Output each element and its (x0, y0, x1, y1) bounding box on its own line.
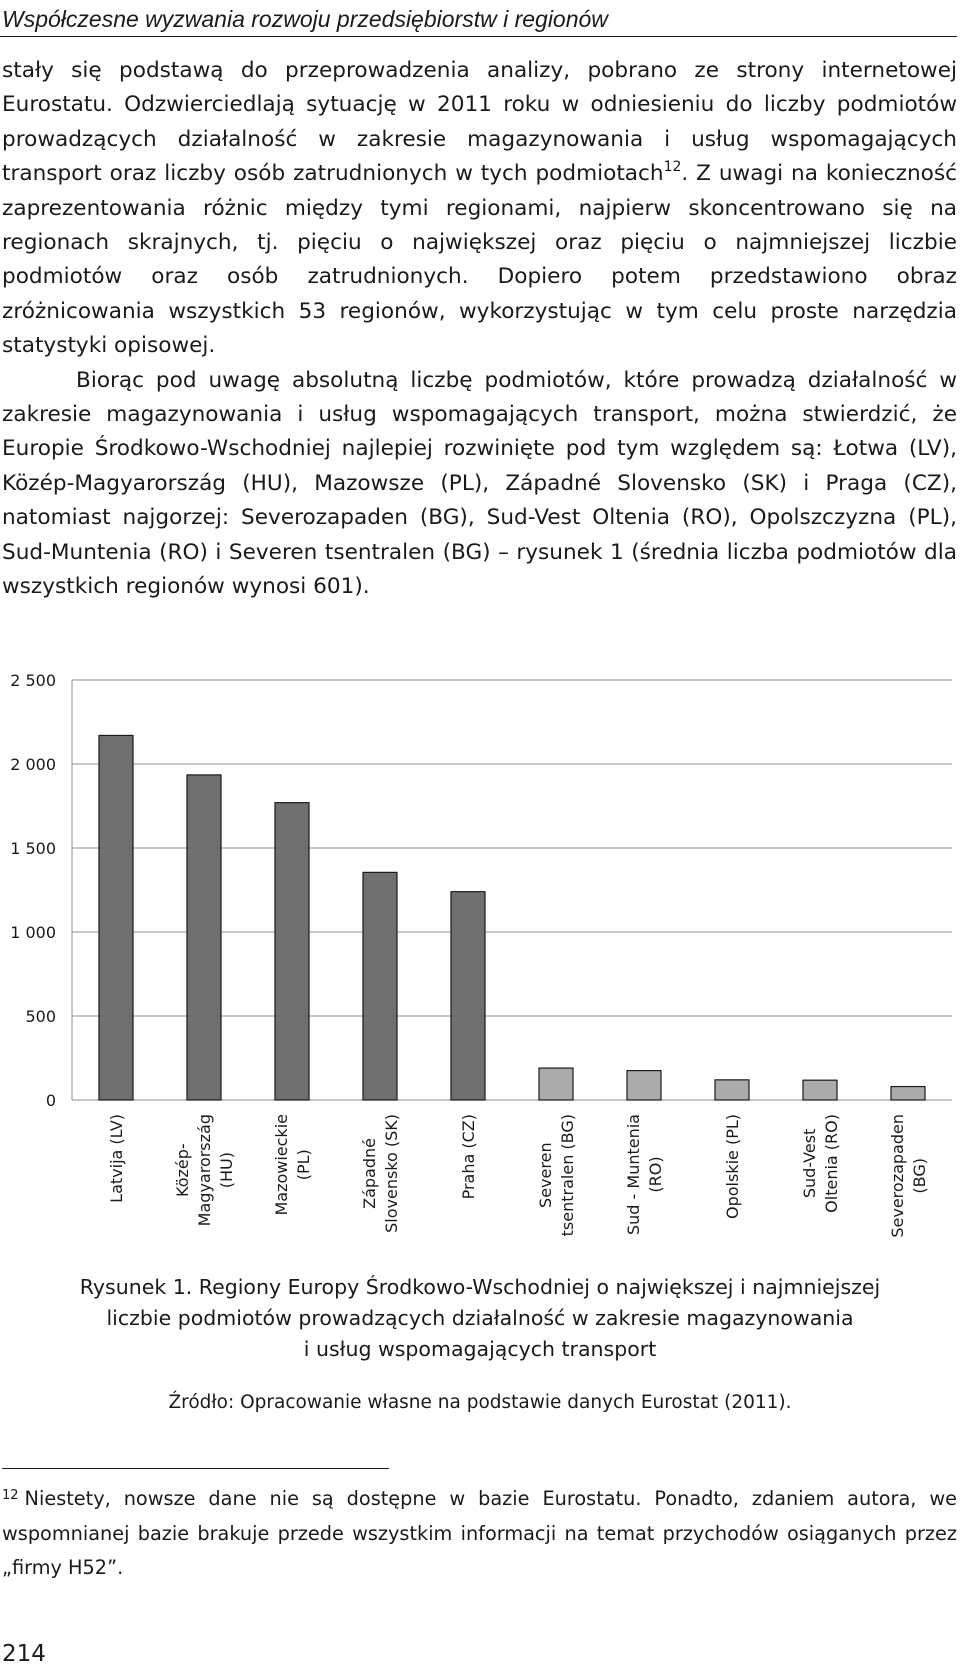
x-tick-label-line: Opolskie (PL) (723, 1114, 742, 1220)
x-tick-label-line: Severen (536, 1142, 555, 1208)
x-tick-label-line: Közép- (173, 1143, 192, 1197)
figure-source: Źródło: Opracowanie własne na podstawie danych Eurostat (2011). (168, 1392, 792, 1413)
bar (363, 872, 397, 1100)
y-tick-label: 2 000 (10, 755, 56, 774)
y-tick-label: 1 500 (10, 839, 56, 858)
x-tick-label-line: (HU) (217, 1152, 236, 1189)
bar-chart-svg (0, 670, 960, 1280)
caption-line-2: liczbie podmiotów prowadzących działalność w zakresie magazynowania (106, 1306, 854, 1330)
y-tick-label: 500 (25, 1007, 56, 1026)
x-tick-label (723, 1114, 742, 1219)
bar (627, 1071, 661, 1100)
body-text (2, 54, 957, 605)
bar (187, 775, 221, 1100)
x-tick-label-line: (PL) (294, 1149, 313, 1181)
bar (451, 892, 485, 1100)
page-number: 214 (2, 1641, 46, 1667)
x-tick-label-line: Magyarország (195, 1114, 214, 1227)
bar (275, 803, 309, 1100)
caption-line-1: Rysunek 1. Regiony Europy Środkowo-Wschodniej o największej i najmniejszej (79, 1275, 881, 1299)
bar (891, 1087, 925, 1100)
x-tick-label (107, 1114, 126, 1203)
x-tick-label-line: Severozapaden (888, 1114, 907, 1238)
caption-line-3: i usług wspomagających transport (303, 1337, 657, 1361)
x-tick-label (888, 1114, 929, 1238)
paragraph-1-part-1: stały się podstawą do przeprowadzenia analizy, pobrano ze strony internetowej Eurostatu. Odzwierciedlają sytuację w 2011 roku w odniesieniu do liczby podmiotów prowadzących działalność w zakresie magazynowania i usług wspomagających transport oraz liczby osób zatrudnionych w tych podmiotach (2, 58, 957, 187)
x-tick-label (459, 1114, 478, 1199)
x-tick-label-line: (BG) (910, 1158, 929, 1194)
footnote-text: Niestety, nowsze dane nie są dostępne w bazie Eurostatu. Ponadto, zdaniem autora, we wspomnianej bazie brakuje przede wszystkim informacji na temat przychodów osiąganych przez „firmy H52”. (2, 1487, 957, 1579)
y-tick-label: 1 000 (10, 923, 56, 942)
x-tick-label-line: Sud-Vest (800, 1128, 819, 1199)
paragraph-1-part-2: . Z uwagi na konieczność zaprezentowania różnic między tymi regionami, najpierw skoncentrowano się na regionach skrajnych, tj. pięciu o największej oraz pięciu o najmniejszej liczbie podmiotów oraz osób zatrudnionych. Dopiero potem przedstawiono obraz zróżnicowania wszystkich 53 regionów, wykorzystując w tym celu proste narzędzia statystyki opisowej. (2, 161, 958, 359)
x-tick-label-line: Latvija (LV) (107, 1114, 126, 1203)
header-rule (0, 36, 957, 37)
x-tick-label (272, 1114, 313, 1216)
paragraph-1 (2, 54, 957, 364)
footnote-reference[interactable]: 12 (663, 159, 682, 176)
bar (539, 1068, 573, 1100)
x-tick-label (624, 1114, 665, 1235)
x-tick-label-line: (RO) (646, 1156, 665, 1193)
x-tick-label (173, 1114, 236, 1226)
x-tick-label-line: Praha (CZ) (459, 1114, 478, 1200)
x-tick-label-line: Mazowieckie (272, 1114, 291, 1216)
y-tick-label: 2 500 (10, 671, 56, 690)
footnote-number: 12 (2, 1488, 19, 1503)
x-tick-label-line: Slovensko (SK) (382, 1114, 401, 1233)
footnote-rule (2, 1468, 389, 1469)
x-tick-label-line: Sud - Muntenia (624, 1114, 643, 1235)
x-tick-label (360, 1114, 401, 1233)
x-tick-label-line: tsentralen (BG) (558, 1114, 577, 1237)
footnote (2, 1479, 957, 1586)
figure-caption (0, 1272, 960, 1365)
x-tick-label (536, 1114, 577, 1236)
x-tick-label-line: Oltenia (RO) (822, 1114, 841, 1213)
bar (99, 735, 133, 1100)
x-tick-label-line: Západné (360, 1138, 379, 1209)
bar (715, 1080, 749, 1100)
running-title: Współczesne wyzwania rozwoju przedsiębiorstw i regionów (2, 6, 608, 32)
paragraph-2: Biorąc pod uwagę absolutną liczbę podmiotów, które prowadzą działalność w zakresie magazynowania i usług wspomagających transport, można stwierdzić, że Europie Środkowo-Wschodniej najlepiej rozwinięte pod tym względem są: Łotwa (LV), Közép-Magyarország (HU), Mazowsze (PL), Západné Slovensko (SK) i Praga (CZ), natomiast najgorzej: Severozapaden (BG), Sud-Vest Oltenia (RO), Opolszczyzna (PL), Sud-Muntenia (RO) i Severen tsentralen (BG) – rysunek 1 (średnia liczba podmiotów dla wszystkich regionów wynosi 601). (2, 367, 957, 600)
y-tick-label: 0 (45, 1091, 56, 1110)
bar (803, 1080, 837, 1100)
bar-chart (0, 670, 960, 1280)
x-tick-label (800, 1114, 841, 1213)
